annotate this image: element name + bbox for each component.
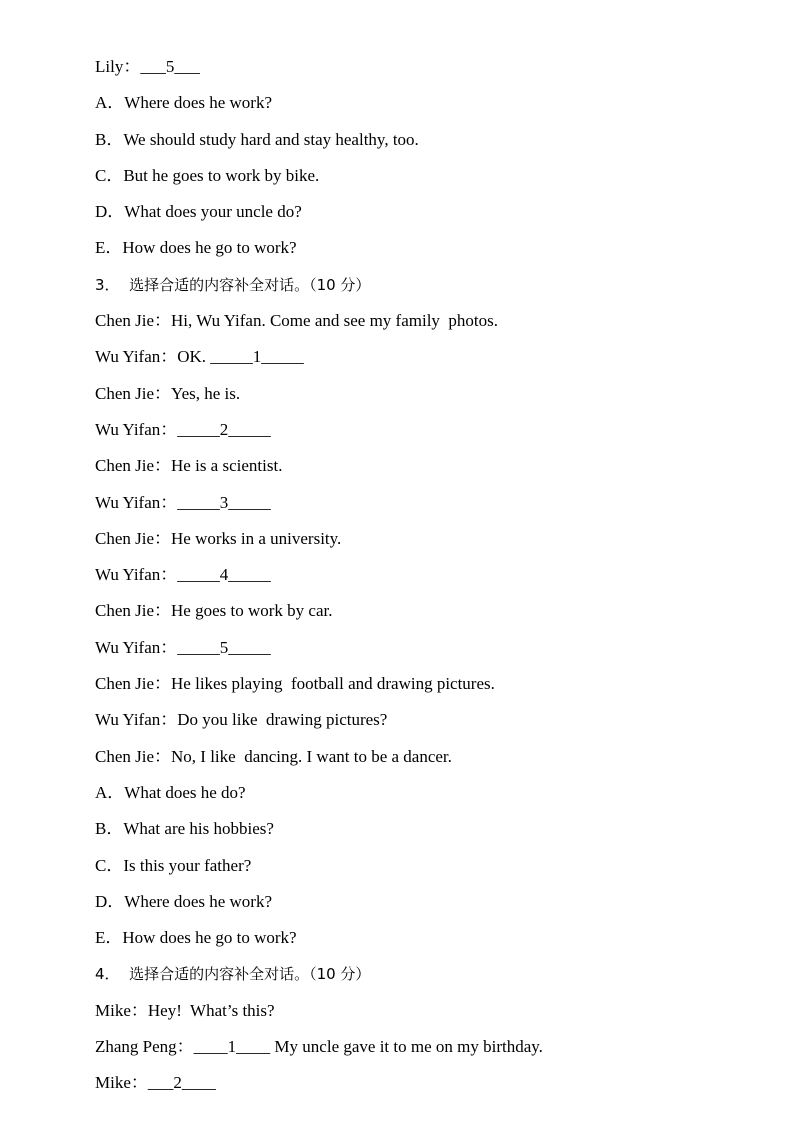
dialogue-line: Zhang Peng：____1____ My uncle gave it to me on my birthday.	[95, 1037, 543, 1057]
option-line: B．What are his hobbies?	[95, 819, 274, 839]
dialogue-line: Chen Jie：He goes to work by car.	[95, 601, 333, 621]
option-line: D．Where does he work?	[95, 891, 273, 911]
option-line: A．Where does he work?	[95, 93, 273, 113]
option-line: C．Is this your father?	[95, 855, 252, 875]
dialogue-line: Wu Yifan：Do you like drawing pictures?	[95, 710, 388, 730]
dialogue-line: Mike：___2____	[95, 1073, 216, 1093]
option-line: B．We should study hard and stay healthy, too.	[95, 129, 419, 149]
option-line: A．What does he do?	[95, 782, 246, 802]
option-line: E．How does he go to work?	[95, 928, 297, 948]
dialogue-line: Chen Jie：He likes playing football and drawing pictures.	[95, 674, 495, 694]
dialogue-line: Mike：Hey! What’s this?	[95, 1000, 275, 1020]
dialogue-line: Chen Jie：He is a scientist.	[95, 456, 283, 476]
dialogue-line: Wu Yifan：_____2_____	[95, 419, 271, 439]
document-page	[95, 53, 755, 1106]
dialogue-line: Lily：___5___	[95, 57, 200, 76]
option-line: D．What does your uncle do?	[95, 202, 302, 222]
option-line: C．But he goes to work by bike.	[95, 165, 320, 185]
dialogue-line: Wu Yifan：_____5_____	[95, 637, 271, 657]
question-heading: 3． 选择合适的内容补全对话。（10 分）	[95, 275, 371, 294]
dialogue-line: Chen Jie：Hi, Wu Yifan. Come and see my family photos.	[95, 311, 499, 331]
dialogue-line: Wu Yifan：_____4_____	[95, 565, 271, 585]
question-heading: 4． 选择合适的内容补全对话。（10 分）	[95, 965, 371, 984]
dialogue-line: Chen Jie：No, I like dancing. I want to be a dancer.	[95, 746, 452, 766]
dialogue-line: Wu Yifan：OK. _____1_____	[95, 347, 304, 367]
dialogue-line: Chen Jie：Yes, he is.	[95, 383, 241, 403]
dialogue-line: Chen Jie：He works in a university.	[95, 528, 342, 548]
option-line: E．How does he go to work?	[95, 238, 297, 258]
dialogue-line: Wu Yifan：_____3_____	[95, 492, 271, 512]
